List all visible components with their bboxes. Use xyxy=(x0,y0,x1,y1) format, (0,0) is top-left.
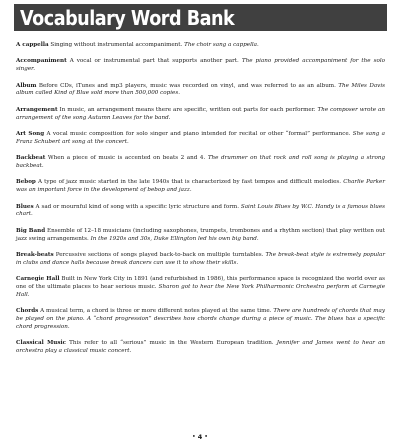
entry-term: A cappella xyxy=(16,42,49,48)
title-banner xyxy=(14,4,387,31)
entry-example: The drummer on that rock and roll song is playing a strong backbeat. xyxy=(16,155,386,170)
entry-definition: When a piece of music is accented on beats 2 and 4. xyxy=(47,155,206,162)
entry-example: In the 1920s and 30s, Duke Ellington led his own big band. xyxy=(90,235,259,242)
entry-definition: A musical term, a chord is three or more different notes played at the same time. xyxy=(40,308,272,315)
entry-definition: A type of jazz music started in the late 1940s that is characterized by fast tempos and difficult melodies. xyxy=(37,179,342,186)
entry-definition: A vocal music composition for solo singer and piano intended for recital or other “formal” performance. xyxy=(46,130,351,137)
entry-example: Jennifer and James went to hear an orchestra play a classical music concert. xyxy=(16,340,386,355)
vocabulary-entry xyxy=(16,42,385,50)
vocabulary-entry xyxy=(16,340,385,356)
vocabulary-entry xyxy=(16,252,385,268)
entry-example: There are hundreds of chords that may be played on the piano. A “chord progression” describes how chords change during a piece of music. The blues has a specific chord progression. xyxy=(16,308,385,331)
vocabulary-entry xyxy=(16,276,385,300)
vocabulary-entry xyxy=(16,83,385,99)
entry-definition: Built in New York City in 1891 (and refurbished in 1986), this performance space is recognized the world over as one of the ultimate places to hear serious music. xyxy=(16,276,385,291)
entry-term: Chords xyxy=(16,308,39,315)
entry-example: The break-beat style is extremely popular in clubs and dance halls because break dancers can use it to show their skills. xyxy=(16,251,386,266)
entry-example: Sharon got to hear the New York Philharmonic Orchestra perform at Carnegie Hall. xyxy=(16,284,386,298)
vocabulary-entry xyxy=(16,58,385,74)
entry-term: Big Band xyxy=(16,227,46,234)
entry-definition: In music, an arrangement means there are specific, written out parts for each performer. xyxy=(59,106,316,113)
entry-definition: A vocal or instrumental part that supports another part. xyxy=(69,58,239,65)
page-footer xyxy=(0,433,400,441)
entry-definition: A sad or mournful kind of song with a specific lyric structure and form. xyxy=(35,203,239,210)
page-number: 4 xyxy=(197,433,203,441)
entry-term: Bebop xyxy=(16,179,36,186)
entry-example: The choir sang a cappella. xyxy=(184,42,259,48)
entry-example: She sang a Franz Schubert art song at the concert. xyxy=(16,130,385,145)
vocabulary-entry xyxy=(16,228,385,244)
entry-example: Charlie Parker was an important force in the development of bebop and jazz. xyxy=(16,179,386,194)
entry-term: Art Song xyxy=(16,130,45,137)
entry-term: Carnegie Hall xyxy=(16,276,60,283)
entry-example: The piano provided accompaniment for the solo singer. xyxy=(16,58,385,73)
entry-example: Saint Louis Blues by W.C. Handy is a famous blues chart. xyxy=(16,203,386,218)
vocabulary-entry xyxy=(16,107,385,123)
footer-bullet-right: • xyxy=(204,434,208,440)
vocabulary-entry xyxy=(16,179,385,195)
vocabulary-entry xyxy=(16,155,385,171)
entry-definition: Percussive sections of songs played back-to-back on multiple turntables. xyxy=(55,251,264,258)
vocabulary-entry xyxy=(16,131,385,147)
entry-term: Album xyxy=(16,82,37,89)
entry-term: Backbeat xyxy=(16,155,46,162)
entry-term: Blues xyxy=(16,203,34,210)
entry-term: Arrangement xyxy=(16,106,58,113)
entry-term: Accompaniment xyxy=(16,58,67,65)
footer-bullet-left: • xyxy=(192,434,196,440)
entry-definition: Before CDs, iTunes and mp3 players, music was recorded on vinyl, and was referred to as an album. xyxy=(38,82,336,89)
entry-definition: This refer to all “serious” music in the Western European tradition. xyxy=(69,340,274,347)
vocabulary-entry xyxy=(16,204,385,220)
vocabulary-entry xyxy=(16,308,385,332)
entry-example: The composer wrote an arrangement of the song Autumn Leaves for the band. xyxy=(16,106,385,121)
entry-definition: Ensemble of 12–18 musicians (including saxophones, trumpets, trombones and a rhythm section) that play written out jazz swing arrangements. xyxy=(16,227,385,242)
page-title: Vocabulary Word Bank xyxy=(20,5,235,30)
entry-definition: Singing without instrumental accompaniment. xyxy=(50,42,183,48)
entry-term: Classical Music xyxy=(16,340,67,347)
entry-term: Break-beats xyxy=(16,251,54,258)
vocabulary-list xyxy=(16,42,385,365)
entry-example: The Miles Davis album called Kind of Blue sold more than 500,000 copies. xyxy=(16,82,385,97)
